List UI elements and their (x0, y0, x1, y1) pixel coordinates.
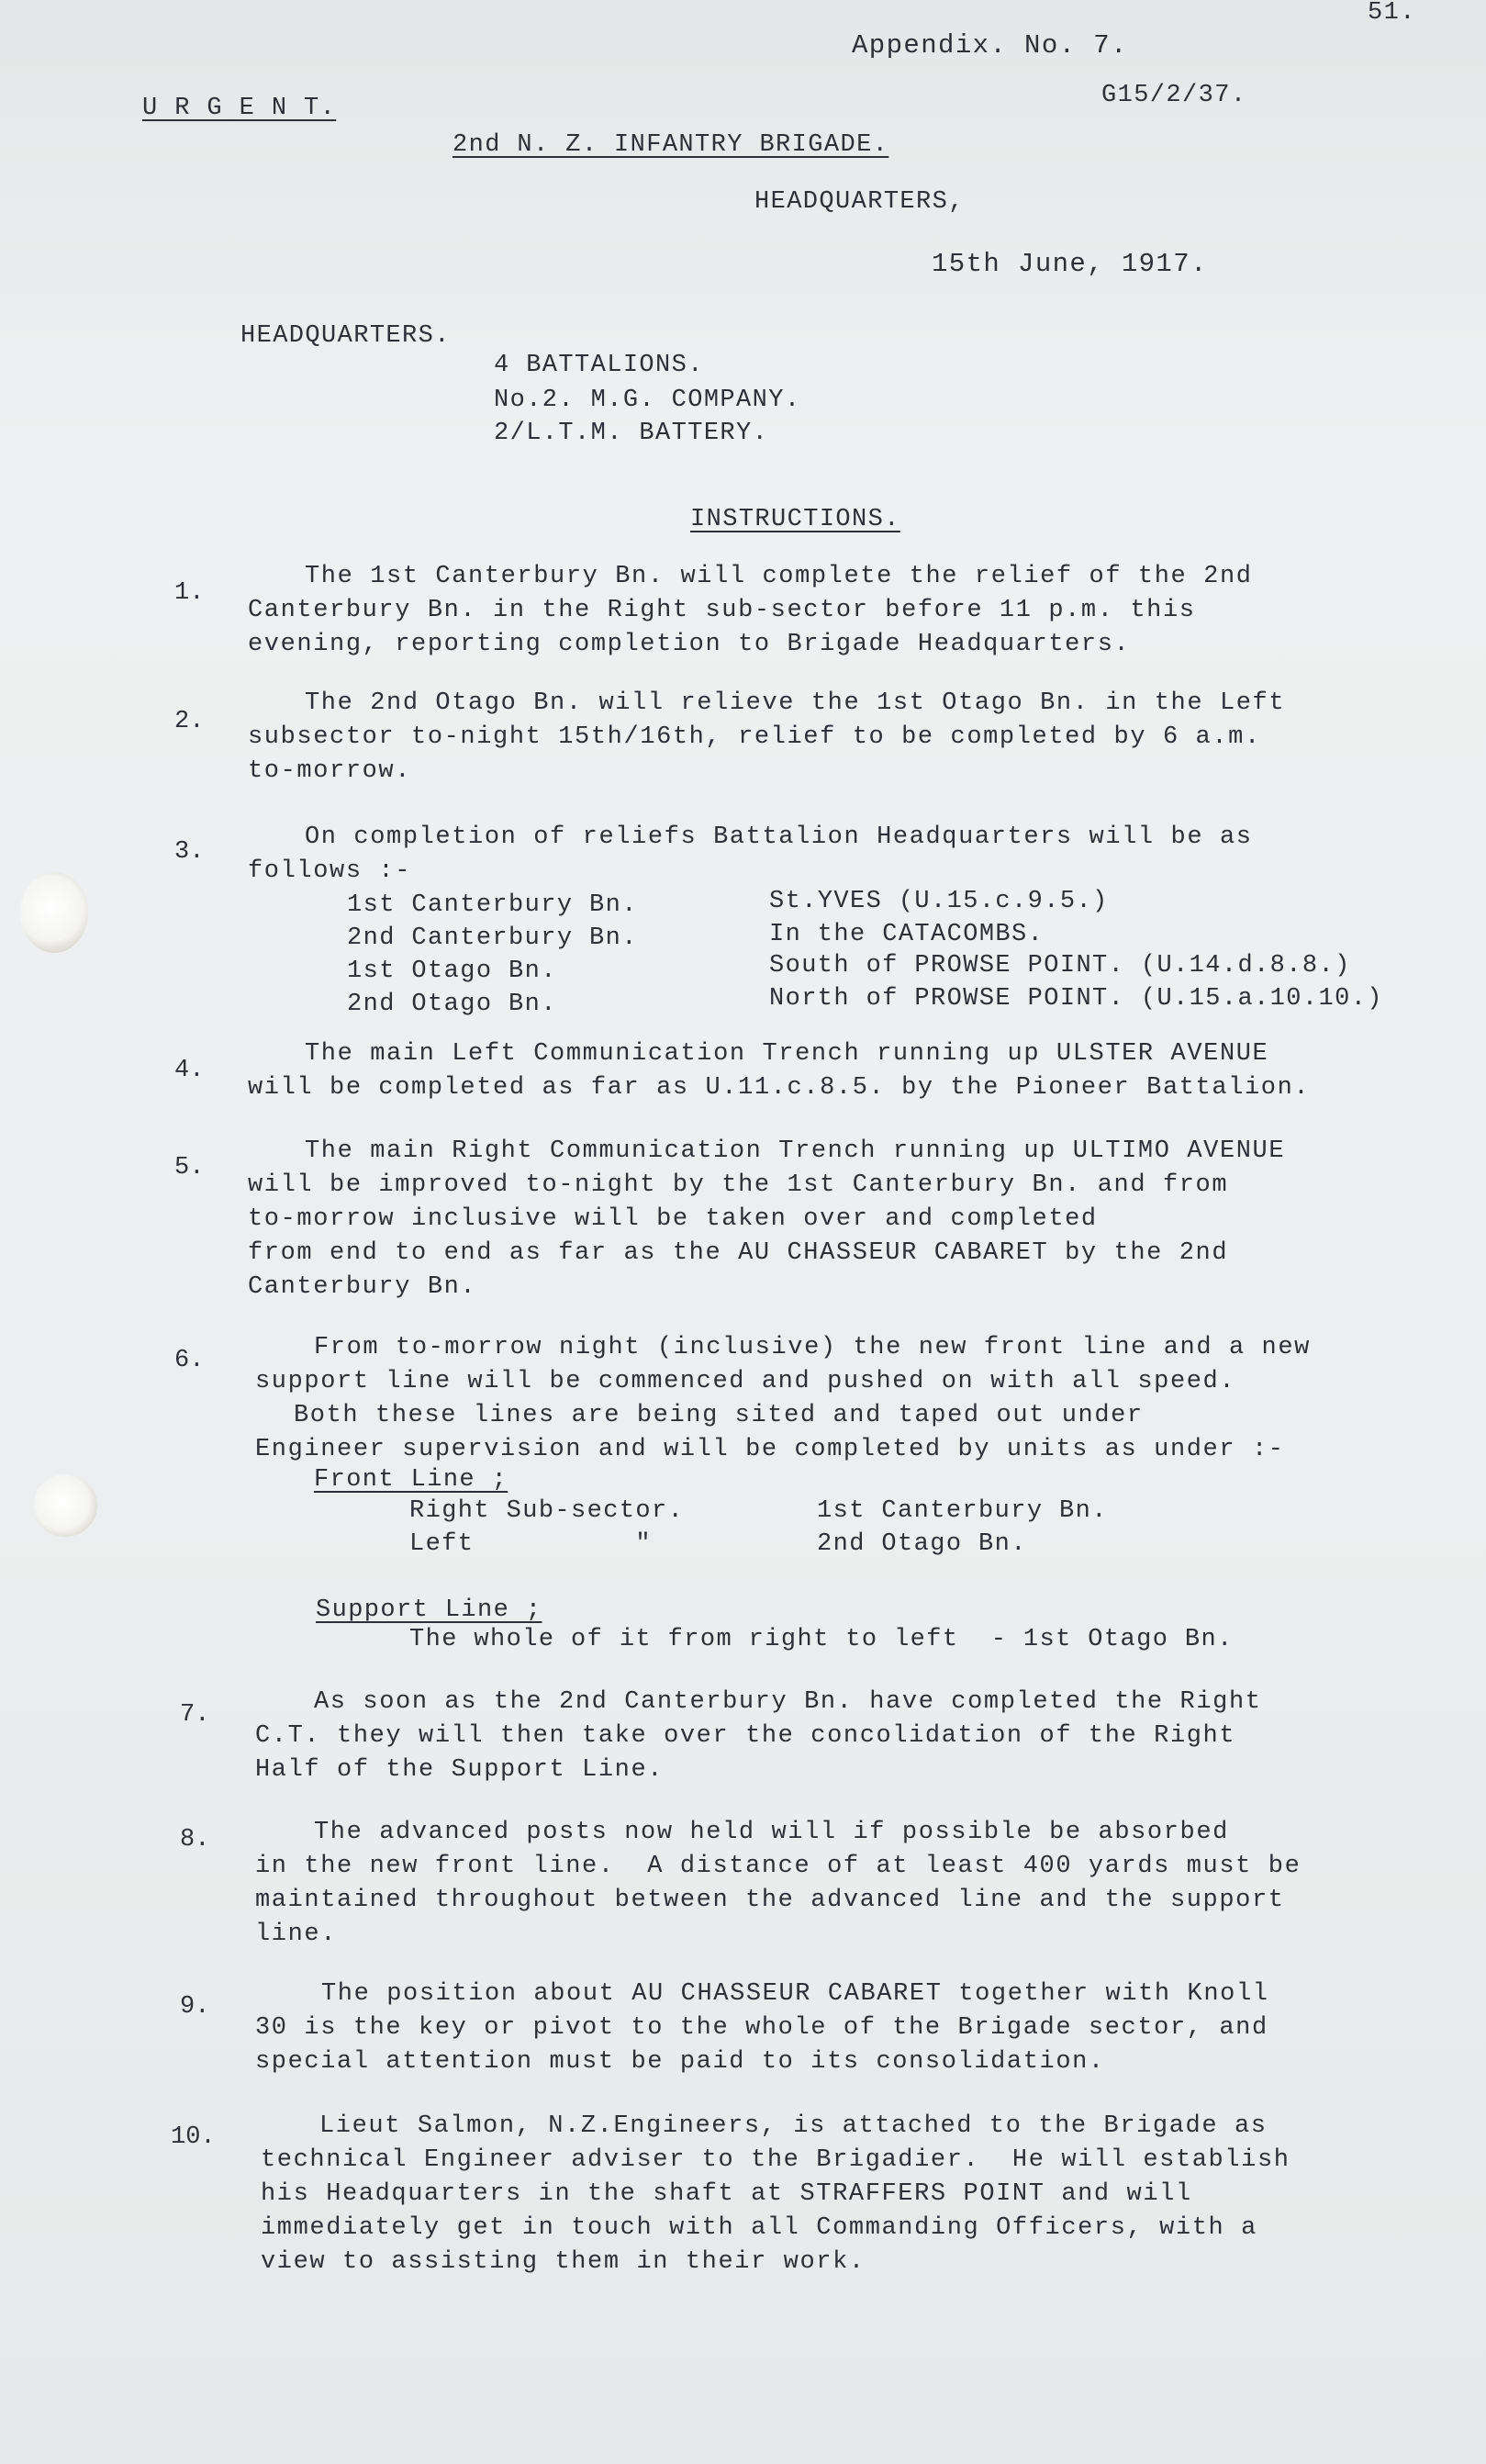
item-line: The main Left Communication Trench running up ULSTER AVENUE (305, 1040, 1269, 1068)
front-line-unit: 2nd Otago Bn. (817, 1530, 1027, 1558)
document-date: 15th June, 1917. (932, 249, 1208, 279)
instruction-item-4 (248, 1037, 1310, 1105)
item-line: will be improved to-night by the 1st Canterbury Bn. and from (248, 1171, 1229, 1199)
addressee-line: No.2. M.G. COMPANY. (494, 386, 801, 414)
item-number: 9. (180, 1993, 210, 2021)
brigade-name: 2nd N. Z. INFANTRY BRIGADE. (453, 131, 889, 159)
item-line: The 1st Canterbury Bn. will complete the relief of the 2nd (305, 563, 1253, 590)
addressee-line: 2/L.T.M. BATTERY. (494, 420, 769, 447)
hq-unit: 2nd Otago Bn. (347, 991, 557, 1018)
item-line: From to-morrow night (inclusive) the new front line and a new (314, 1334, 1311, 1361)
instruction-item-10 (261, 2110, 1290, 2279)
front-line-sector: Right Sub-sector. (409, 1497, 685, 1525)
item-line: Both these lines are being sited and taped out under (294, 1402, 1144, 1429)
reference-number: G15/2/37. (1101, 82, 1247, 109)
hq-location: In the CATACOMBS. (769, 921, 1045, 948)
instruction-item-9 (255, 1977, 1269, 2079)
item-number: 6. (174, 1347, 205, 1374)
item-line: The advanced posts now held will if possible be absorbed (314, 1819, 1229, 1846)
item-line: special attention must be paid to its consolidation. (255, 2048, 1105, 2076)
addressee-line: 4 BATTALIONS. (494, 352, 704, 379)
item-number: 2. (174, 708, 205, 735)
hq-unit: 2nd Canterbury Bn. (347, 924, 638, 952)
item-number: 5. (174, 1154, 205, 1182)
item-line: view to assisting them in their work. (261, 2248, 866, 2276)
item-line: Half of the Support Line. (255, 1756, 665, 1784)
support-line-assignment: The whole of it from right to left - 1st Otago Bn. (409, 1626, 1234, 1653)
appendix-label: Appendix. No. 7. (852, 30, 1128, 61)
office-name: HEADQUARTERS, (754, 188, 965, 216)
urgency-label: U R G E N T. (142, 95, 337, 122)
instruction-item-8 (255, 1816, 1301, 1952)
item-line: The position about AU CHASSEUR CABARET together with Knoll (321, 1980, 1269, 2008)
hq-location: South of PROWSE POINT. (U.14.d.8.8.) (769, 952, 1351, 980)
item-number: 10. (171, 2123, 216, 2151)
item-number: 7. (180, 1701, 210, 1729)
support-line-label: Support Line ; (316, 1596, 542, 1624)
instruction-item-3 (248, 821, 1253, 889)
item-line: The main Right Communication Trench running up ULTIMO AVENUE (305, 1137, 1286, 1165)
hq-location: St.YVES (U.15.c.9.5.) (769, 888, 1109, 915)
item-number: 8. (180, 1826, 210, 1854)
item-line: Engineer supervision and will be completed by units as under :- (255, 1436, 1285, 1463)
instruction-item-6 (255, 1331, 1311, 1467)
punch-hole-bottom (33, 1474, 97, 1537)
instruction-item-2 (248, 687, 1285, 789)
item-line: evening, reporting completion to Brigade Headquarters. (248, 631, 1131, 658)
page-number: 51. (1368, 0, 1416, 27)
item-line: maintained throughout between the advanced line and the support (255, 1887, 1285, 1914)
item-line: Lieut Salmon, N.Z.Engineers, is attached to the Brigade as (319, 2112, 1268, 2140)
item-line: in the new front line. A distance of at least 400 yards must be (255, 1853, 1302, 1880)
instruction-item-1 (248, 560, 1253, 662)
instruction-item-7 (255, 1686, 1262, 1787)
item-line: line. (255, 1921, 338, 1948)
item-line: subsector to-night 15th/16th, relief to be completed by 6 a.m. (248, 723, 1261, 751)
item-line: to-morrow inclusive will be taken over and completed (248, 1205, 1098, 1233)
addressee-line: HEADQUARTERS. (240, 322, 451, 350)
front-line-label: Front Line ; (314, 1466, 508, 1494)
item-line: will be completed as far as U.11.c.8.5. by the Pioneer Battalion. (248, 1074, 1311, 1102)
item-line: Canterbury Bn. in the Right sub-sector before 11 p.m. this (248, 597, 1196, 624)
front-line-sector: Left " (409, 1530, 653, 1558)
hq-location: North of PROWSE POINT. (U.15.a.10.10.) (769, 985, 1383, 1013)
item-line: The 2nd Otago Bn. will relieve the 1st Otago Bn. in the Left (305, 689, 1286, 717)
item-line: support line will be commenced and pushed on with all speed. (255, 1368, 1236, 1395)
item-line: As soon as the 2nd Canterbury Bn. have completed the Right (314, 1688, 1262, 1716)
item-number: 1. (174, 579, 205, 607)
item-line: to-morrow. (248, 757, 412, 785)
hq-unit: 1st Otago Bn. (347, 958, 557, 985)
item-line: 30 is the key or pivot to the whole of the Brigade sector, and (255, 2014, 1268, 2042)
instruction-item-5 (248, 1135, 1285, 1305)
item-number: 3. (174, 838, 205, 866)
hq-unit: 1st Canterbury Bn. (347, 891, 638, 919)
front-line-unit: 1st Canterbury Bn. (817, 1497, 1108, 1525)
instructions-title: INSTRUCTIONS. (690, 506, 900, 533)
punch-hole-top (20, 872, 88, 953)
item-line: technical Engineer adviser to the Brigadier. He will establish (261, 2146, 1290, 2174)
item-line: Canterbury Bn. (248, 1273, 477, 1301)
item-number: 4. (174, 1057, 205, 1084)
item-line: from end to end as far as the AU CHASSEUR CABARET by the 2nd (248, 1239, 1229, 1267)
item-line: On completion of reliefs Battalion Headquarters will be as (305, 823, 1253, 851)
item-line: C.T. they will then take over the concolidation of the Right (255, 1722, 1236, 1750)
item-line: immediately get in touch with all Commanding Officers, with a (261, 2214, 1257, 2242)
item-line: follows :- (248, 857, 412, 885)
item-line: his Headquarters in the shaft at STRAFFERS POINT and will (261, 2180, 1192, 2208)
